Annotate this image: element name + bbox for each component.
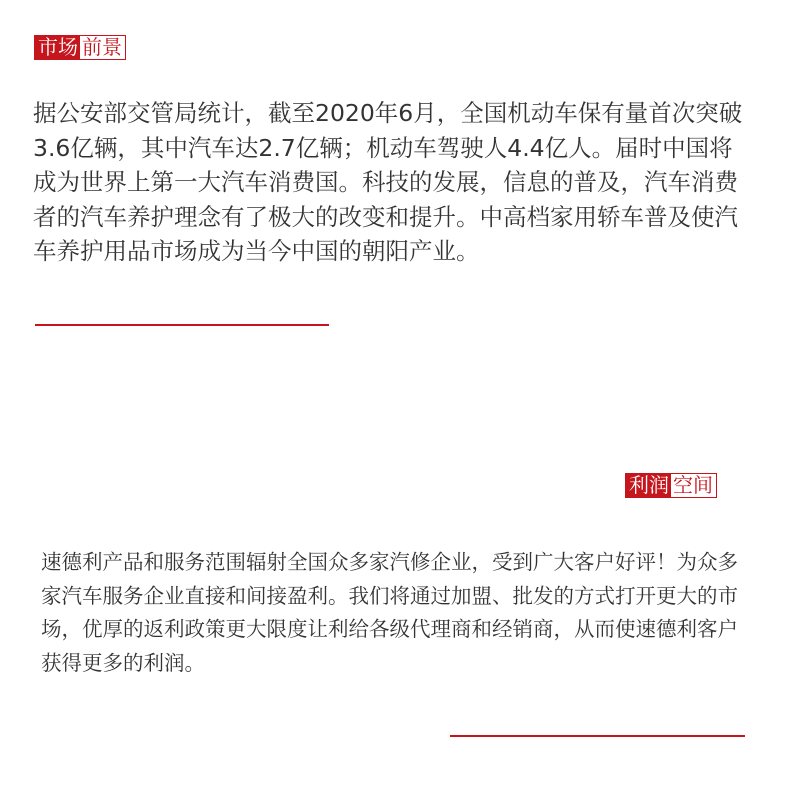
profit-divider [450,735,745,737]
tag-solid-label: 市场 [35,36,80,59]
market-paragraph: 据公安部交管局统计，截至2020年6月，全国机动车保有量首次突破3.6亿辆，其中汽车达2.7亿辆；机动车驾驶人4.4亿人。届时中国将成为世界上第一大汽车消费国。科技的发展，信息的普及，汽车消费者的汽车养护理念有了极大的改变和提升。中高档家用轿车普及使汽车养护用品市场成为当今中国的朝阳产业。 [33,99,743,265]
tag-solid-label: 利润 [626,474,671,497]
tag-outline-label: 空间 [671,474,716,497]
section-tag-profit [625,473,717,498]
tag-outline-label: 前景 [80,36,125,59]
market-divider [35,324,329,326]
section-tag-market [34,35,126,60]
profit-paragraph: 速德利产品和服务范围辐射全国众多家汽修企业，受到广大客户好评！为众多家汽车服务企业直接和间接盈利。我们将通过加盟、批发的方式打开更大的市场，优厚的返利政策更大限度让利给各级代理商和经销商，从而使速德利客户获得更多的利润。 [41,550,738,675]
